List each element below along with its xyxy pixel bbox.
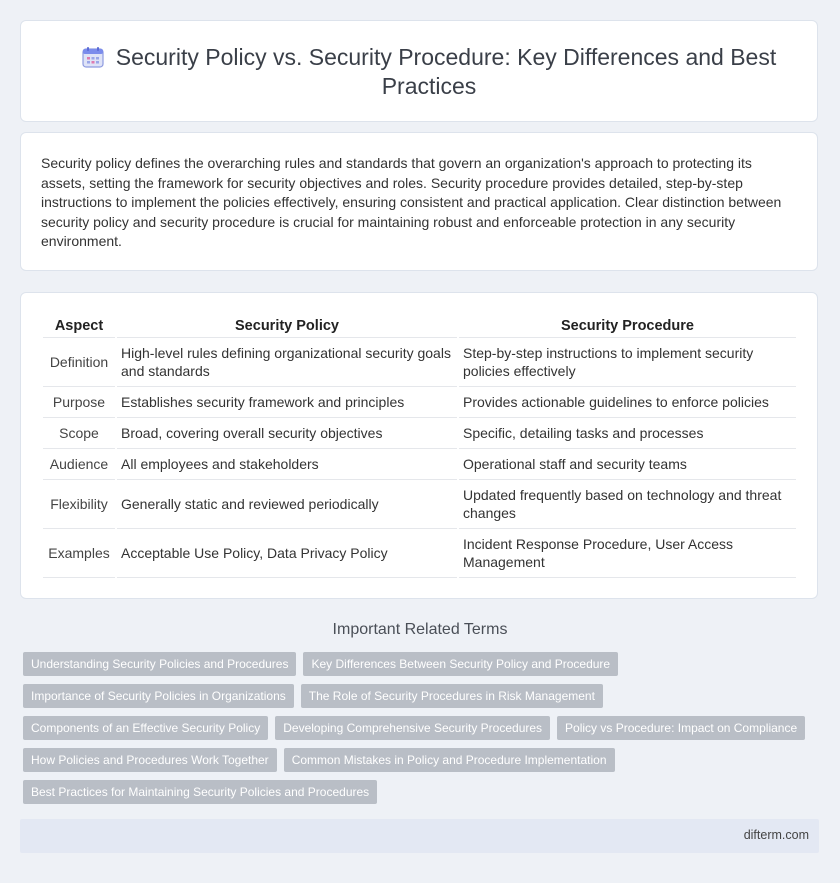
related-term-tag[interactable]: Common Mistakes in Policy and Procedure Implementation — [284, 748, 615, 772]
comparison-table — [41, 315, 798, 578]
header-aspect: Aspect — [43, 315, 115, 338]
related-term-tag[interactable]: Components of an Effective Security Policy — [23, 716, 268, 740]
intro-card — [20, 132, 818, 271]
policy-cell: Generally static and reviewed periodically — [117, 480, 457, 529]
calendar-icon — [82, 46, 104, 68]
aspect-cell: Audience — [43, 449, 115, 480]
policy-cell: Acceptable Use Policy, Data Privacy Policy — [117, 529, 457, 578]
footer-site-link[interactable]: difterm.com — [743, 828, 809, 842]
page-title-wrap — [61, 43, 797, 101]
aspect-cell: Purpose — [43, 387, 115, 418]
aspect-cell: Scope — [43, 418, 115, 449]
policy-cell: Broad, covering overall security objectives — [117, 418, 457, 449]
procedure-cell: Step-by-step instructions to implement security policies effectively — [459, 338, 796, 387]
procedure-cell: Operational staff and security teams — [459, 449, 796, 480]
procedure-cell: Specific, detailing tasks and processes — [459, 418, 796, 449]
aspect-cell: Examples — [43, 529, 115, 578]
procedure-cell: Provides actionable guidelines to enforce policies — [459, 387, 796, 418]
table-row — [43, 387, 796, 418]
table-row — [43, 418, 796, 449]
related-term-tag[interactable]: Policy vs Procedure: Impact on Compliance — [557, 716, 805, 740]
policy-cell: Establishes security framework and principles — [117, 387, 457, 418]
related-term-tag[interactable]: Best Practices for Maintaining Security Policies and Procedures — [23, 780, 377, 804]
policy-cell: High-level rules defining organizational security goals and standards — [117, 338, 457, 387]
table-row — [43, 480, 796, 529]
procedure-cell: Updated frequently based on technology and threat changes — [459, 480, 796, 529]
footer — [20, 819, 819, 853]
aspect-cell: Flexibility — [43, 480, 115, 529]
policy-cell: All employees and stakeholders — [117, 449, 457, 480]
related-term-tag[interactable]: Importance of Security Policies in Organizations — [23, 684, 294, 708]
aspect-cell: Definition — [43, 338, 115, 387]
table-row — [43, 449, 796, 480]
intro-text: Security policy defines the overarching rules and standards that govern an organization's approach to protecting its assets, setting the framework for security objectives and roles. Security procedure provides detailed, step-by-step instructions to implement the policies effectively, ensuring consistent and practical application. Clear distinction between security policy and security procedure is crucial for maintaining robust and enforceable protection in any security environment. — [41, 155, 782, 250]
related-term-tag[interactable]: How Policies and Procedures Work Together — [23, 748, 277, 772]
header-security-policy: Security Policy — [117, 315, 457, 338]
header-card — [20, 20, 818, 122]
related-terms-tags — [23, 652, 813, 812]
table-row — [43, 338, 796, 387]
related-term-tag[interactable]: Developing Comprehensive Security Procedures — [275, 716, 550, 740]
table-row — [43, 529, 796, 578]
related-terms-title: Important Related Terms — [332, 621, 508, 638]
page-title: Security Policy vs. Security Procedure: Key Differences and Best Practices — [115, 44, 777, 99]
comparison-card — [20, 292, 818, 599]
related-term-tag[interactable]: Understanding Security Policies and Procedures — [23, 652, 296, 676]
related-term-tag[interactable]: The Role of Security Procedures in Risk Management — [301, 684, 603, 708]
header-security-procedure: Security Procedure — [459, 315, 796, 338]
related-term-tag[interactable]: Key Differences Between Security Policy and Procedure — [303, 652, 618, 676]
procedure-cell: Incident Response Procedure, User Access Management — [459, 529, 796, 578]
